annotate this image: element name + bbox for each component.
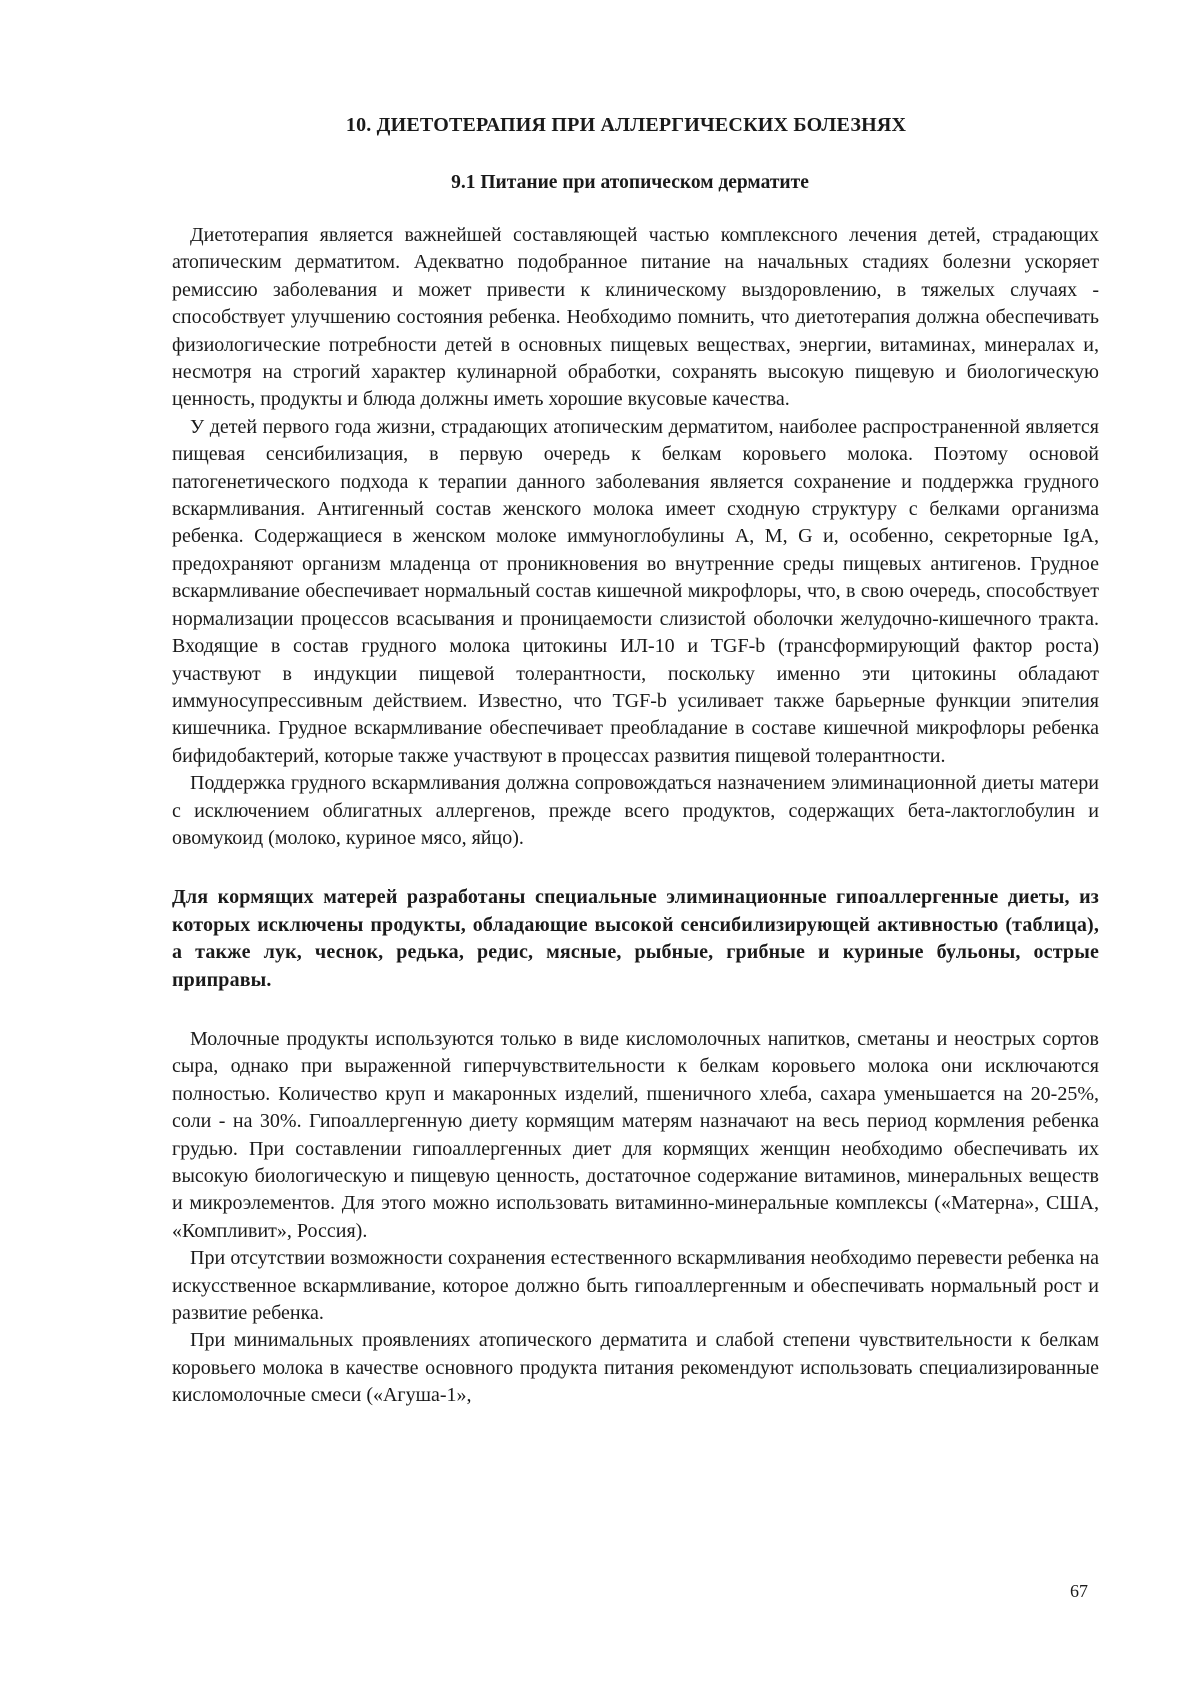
paragraph-gap (172, 994, 1099, 1026)
paragraph: Диетотерапия является важнейшей составляющей частью комплексного лечения детей, страдающих атопическим дерматитом. Адекватно подобранное питание на начальных стадиях болезни ускоряет ремиссию заболевания и может привести к клиническому выздоровлению, в тяжелых случаях - способствует улучшению состояния ребенка. Необходимо помнить, что диетотерапия должна обеспечивать физиологические потребности детей в основных пищевых веществах, энергии, витаминах, минералах и, несмотря на строгий характер кулинарной обработки, сохранять высокую пищевую и биологическую ценность, продукты и блюда должны иметь хорошие вкусовые качества. (172, 224, 1099, 411)
paragraph: При отсутствии возможности сохранения естественного вскармливания необходимо перевести ребенка на искусственное вскармливание, которое должно быть гипоаллергенным и обеспечивать нормальный рост и развитие ребенка. (172, 1247, 1099, 1325)
page-number: 67 (1070, 1581, 1088, 1601)
paragraph: Поддержка грудного вскармливания должна сопровождаться назначением элиминационной диеты матери с исключением облигатных аллергенов, прежде всего продуктов, содержащих бета-лактоглобулин и овомукоид (молоко, куриное мясо, яйцо). (172, 772, 1099, 849)
paragraph: При минимальных проявлениях атопического дерматита и слабой степени чувствительности к белкам коровьего молока в качестве основного продукта питания рекомендуют использовать специализированные кисломолочные смеси («Агуша-1», (172, 1329, 1099, 1407)
chapter-title: 10. ДИЕТОТЕРАПИЯ ПРИ АЛЛЕРГИЧЕСКИХ БОЛЕЗНЯХ (345, 114, 907, 136)
bold-paragraph: Для кормящих матерей разработаны специальные элиминационные гипоаллергенные диеты, из которых исключены продукты, обладающие высокой сенсибилизирующей активностью (таблица), а также лук, чеснок, редька, редис, мясные, рыбные, грибные и куриные бульоны, острые приправы. (172, 886, 1099, 991)
paragraph-gap (172, 852, 1099, 884)
paragraph: У детей первого года жизни, страдающих атопическим дерматитом, наиболее распространенной является пищевая сенсибилизация, в первую очередь к белкам коровьего молока. Поэтому основой патогенетического подхода к терапии данного заболевания является сохранение и поддержка грудного вскармливания. Антигенный состав женского молока имеет сходную структуру с белками организма ребенка. Содержащиеся в женском молоке иммуноглобулины А, М, G и, особенно, секреторные IgA, предохраняют организм младенца от проникновения во внутренние среды пищевых антигенов. Грудное вскармливание обеспечивает нормальный состав кишечной микрофлоры, что, в свою очередь, способствует нормализации процессов всасывания и проницаемости слизистой оболочки желудочно-кишечного тракта. Входящие в состав грудного молока цитокины ИЛ-10 и TGF-b (трансформирующий фактор роста) участвуют в индукции пищевой толерантности, поскольку именно эти цитокины обладают иммуносупрессивным действием. Известно, что TGF-b усиливает также барьерные функции эпителия кишечника. Грудное вскармливание обеспечивает преобладание в составе кишечной микрофлоры ребенка бифидобактерий, которые также участвуют в процессах развития пищевой толерантности. (172, 415, 1099, 767)
paragraph: Молочные продукты используются только в виде кисломолочных напитков, сметаны и неострых сортов сыра, однако при выраженной гиперчувствительности к белкам коровьего молока они исключаются полностью. Количество круп и макаронных изделий, пшеничного хлеба, сахара уменьшается на 20-25%, соли - на 30%. Гипоаллергенную диету кормящим матерям назначают на весь период кормления ребенка грудью. При составлении гипоаллергенных диет для кормящих женщин необходимо обеспечивать их высокую биологическую и пищевую ценность, достаточное содержание витаминов, минеральных веществ и микроэлементов. Для этого можно использовать витаминно-минеральные комплексы («Матерна», США, «Компливит», Россия). (172, 1027, 1099, 1242)
section-title: 9.1 Питание при атопическом дерматите (451, 172, 809, 193)
body-text (172, 222, 1099, 1410)
